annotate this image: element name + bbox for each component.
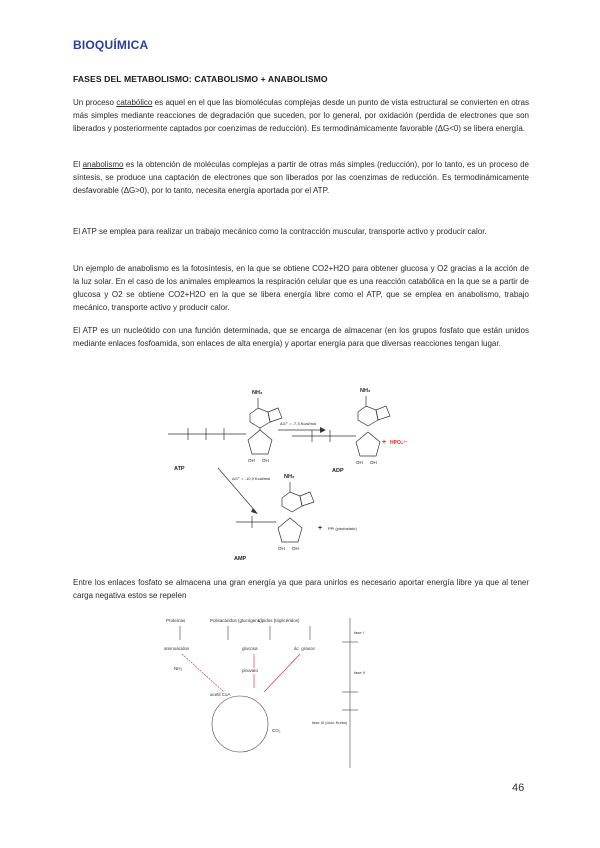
sketch-label-acetyl-coa: acetil CoA (210, 692, 231, 697)
paragraph-photosynthesis: Un ejemplo de anabolismo es la fotosíntesis, en la que se obtiene CO2+H2O para obtener glucosa y O2 gracias a la acción de la luz solar. En el caso de los animales empleamos la respiración celular que es una reacción catabólica en la que se a partir de glucosa y O2 se obtiene CO2+H2O en la que se libera energía libre como el ATP, que se emplea en anabolismo, trabajo mecánico, transporte activo y producir calor. (73, 264, 529, 312)
arrow-fa-acetyl (264, 654, 300, 692)
paragraph-text: es aquel en el que las biomoléculas complejas desde un punto de vista estructural se convierten en otras más simples mediante reacciones de degradación que suceden, por lo general, por oxidación (perdida de electrones que son liberados y posteriormente captados por coenzimas de reducción). Es termodinámicamente favorable (ΔG<0) se libera energía. (73, 98, 529, 133)
sketch-label-glucose: glucosa (242, 646, 258, 651)
adp-oh-label: OH (356, 460, 363, 465)
plus-sign: + (382, 439, 387, 446)
paragraph-atp-uses: El ATP se emplea para realizar un trabajo mecánico como la contracción muscular, transporte activo y producir calor. (73, 227, 487, 236)
sketch-label-co2: CO₂ (272, 728, 281, 733)
plus-sign: + (318, 525, 323, 532)
section-title: FASES DEL METABOLISMO: CATABOLISMO + ANABOLISMO (73, 74, 328, 84)
delta-g-atp-amp: ΔG°' = -10,9 Kcal/mol (232, 476, 271, 481)
amp-oh-label: OH (278, 546, 285, 551)
sketch-label-proteins: Proteínas (166, 618, 186, 623)
arrow-head (320, 427, 326, 433)
sketch-label-polysaccharides: Polisacáridos (glucógeno) (210, 618, 262, 623)
atp-ribose (248, 430, 272, 454)
atp-adenine-ring (250, 408, 270, 428)
adp-oh-label: OH (370, 460, 377, 465)
delta-g-atp-adp: ΔG°' = -7,3 Kcal/mol (280, 421, 317, 426)
sketch-label-nh3: NH₃ (174, 666, 183, 671)
atp-hydrolysis-figure (160, 372, 408, 566)
adp-ribose (356, 432, 380, 456)
adp-adenine-ring2 (376, 406, 390, 420)
adp-label: ADP (332, 468, 344, 474)
amp-label: AMP (234, 556, 247, 562)
metabolism-sketch-svg (160, 612, 370, 774)
page-number: 46 (512, 782, 525, 794)
sketch-label-lipids: Lípidos (triglicéridos) (258, 618, 300, 623)
sketch-label-phase1: fase I (354, 630, 364, 635)
adp-adenine-ring (358, 406, 378, 426)
atp-label: ATP (174, 466, 185, 472)
metabolism-sketch (160, 612, 370, 774)
sketch-label-pyruvate: piruvato (242, 668, 259, 673)
amp-ribose (278, 518, 302, 542)
amp-oh-label: OH (292, 546, 299, 551)
sketch-label-phase3: fase III (ciclo Krebs) (312, 720, 348, 725)
paragraph-catabolism (73, 96, 529, 135)
arrow-aa-acetyl (182, 654, 224, 692)
term-anabolismo: anabolismo (82, 160, 124, 169)
atp-oh-label: OH (262, 458, 269, 463)
atp-oh-label: OH (248, 458, 255, 463)
sketch-label-fatty-acids: ác. grasos (294, 646, 315, 651)
sketch-label-amino-acids: aminoácidos (164, 646, 190, 651)
paragraph-text: Un proceso (73, 98, 117, 107)
paragraph-atp-nucleotide: El ATP es un nucleótido con una función determinada, que se encarga de almacenar (en los grupos fosfato que están unidos mediante enlaces fosfoamida, son enlaces de alta energía) y aportar energía para que diversas reacciones tengan lugar. (73, 326, 529, 348)
sketch-label-phase2: fase II (354, 670, 365, 675)
ppi-label: PPi (pirofosfato) (328, 526, 357, 531)
amp-adenine-ring2 (300, 492, 314, 506)
paragraph-text: El (73, 160, 83, 169)
atp-nh2-label: NH₂ (252, 390, 263, 396)
atp-adenine-ring2 (268, 408, 282, 422)
paragraph-anabolism (73, 158, 529, 197)
adp-nh2-label: NH₂ (360, 388, 371, 394)
term-catabolico: catabólico (116, 98, 153, 107)
amp-nh2-label: NH₂ (284, 474, 295, 480)
krebs-cycle-circle (212, 696, 268, 752)
document-header-title: BIOQUÍMICA (73, 38, 149, 52)
amp-adenine-ring (282, 492, 302, 512)
paragraph-phosphate-bonds: Entre los enlaces fosfato se almacena una gran energía ya que para unirlos es necesario aportar energía libre ya que al tener carga negativa estos se repelen (73, 578, 529, 600)
atp-diagram-svg (160, 372, 408, 566)
arrow-head (251, 508, 258, 514)
paragraph-text: es la obtención de moléculas complejas a partir de otras más simples (reducción), por lo tanto, es un proceso de síntesis, se produce una captación de electrones que son liberados por las coenzimas de reducción. Es termodinámicamente desfavorable (ΔG>0), por lo tanto, necesita energía aportada por el ATP. (73, 160, 529, 195)
arrow-atp-amp (218, 468, 256, 512)
hpo4-label: HPO₄²⁻ (390, 440, 408, 446)
